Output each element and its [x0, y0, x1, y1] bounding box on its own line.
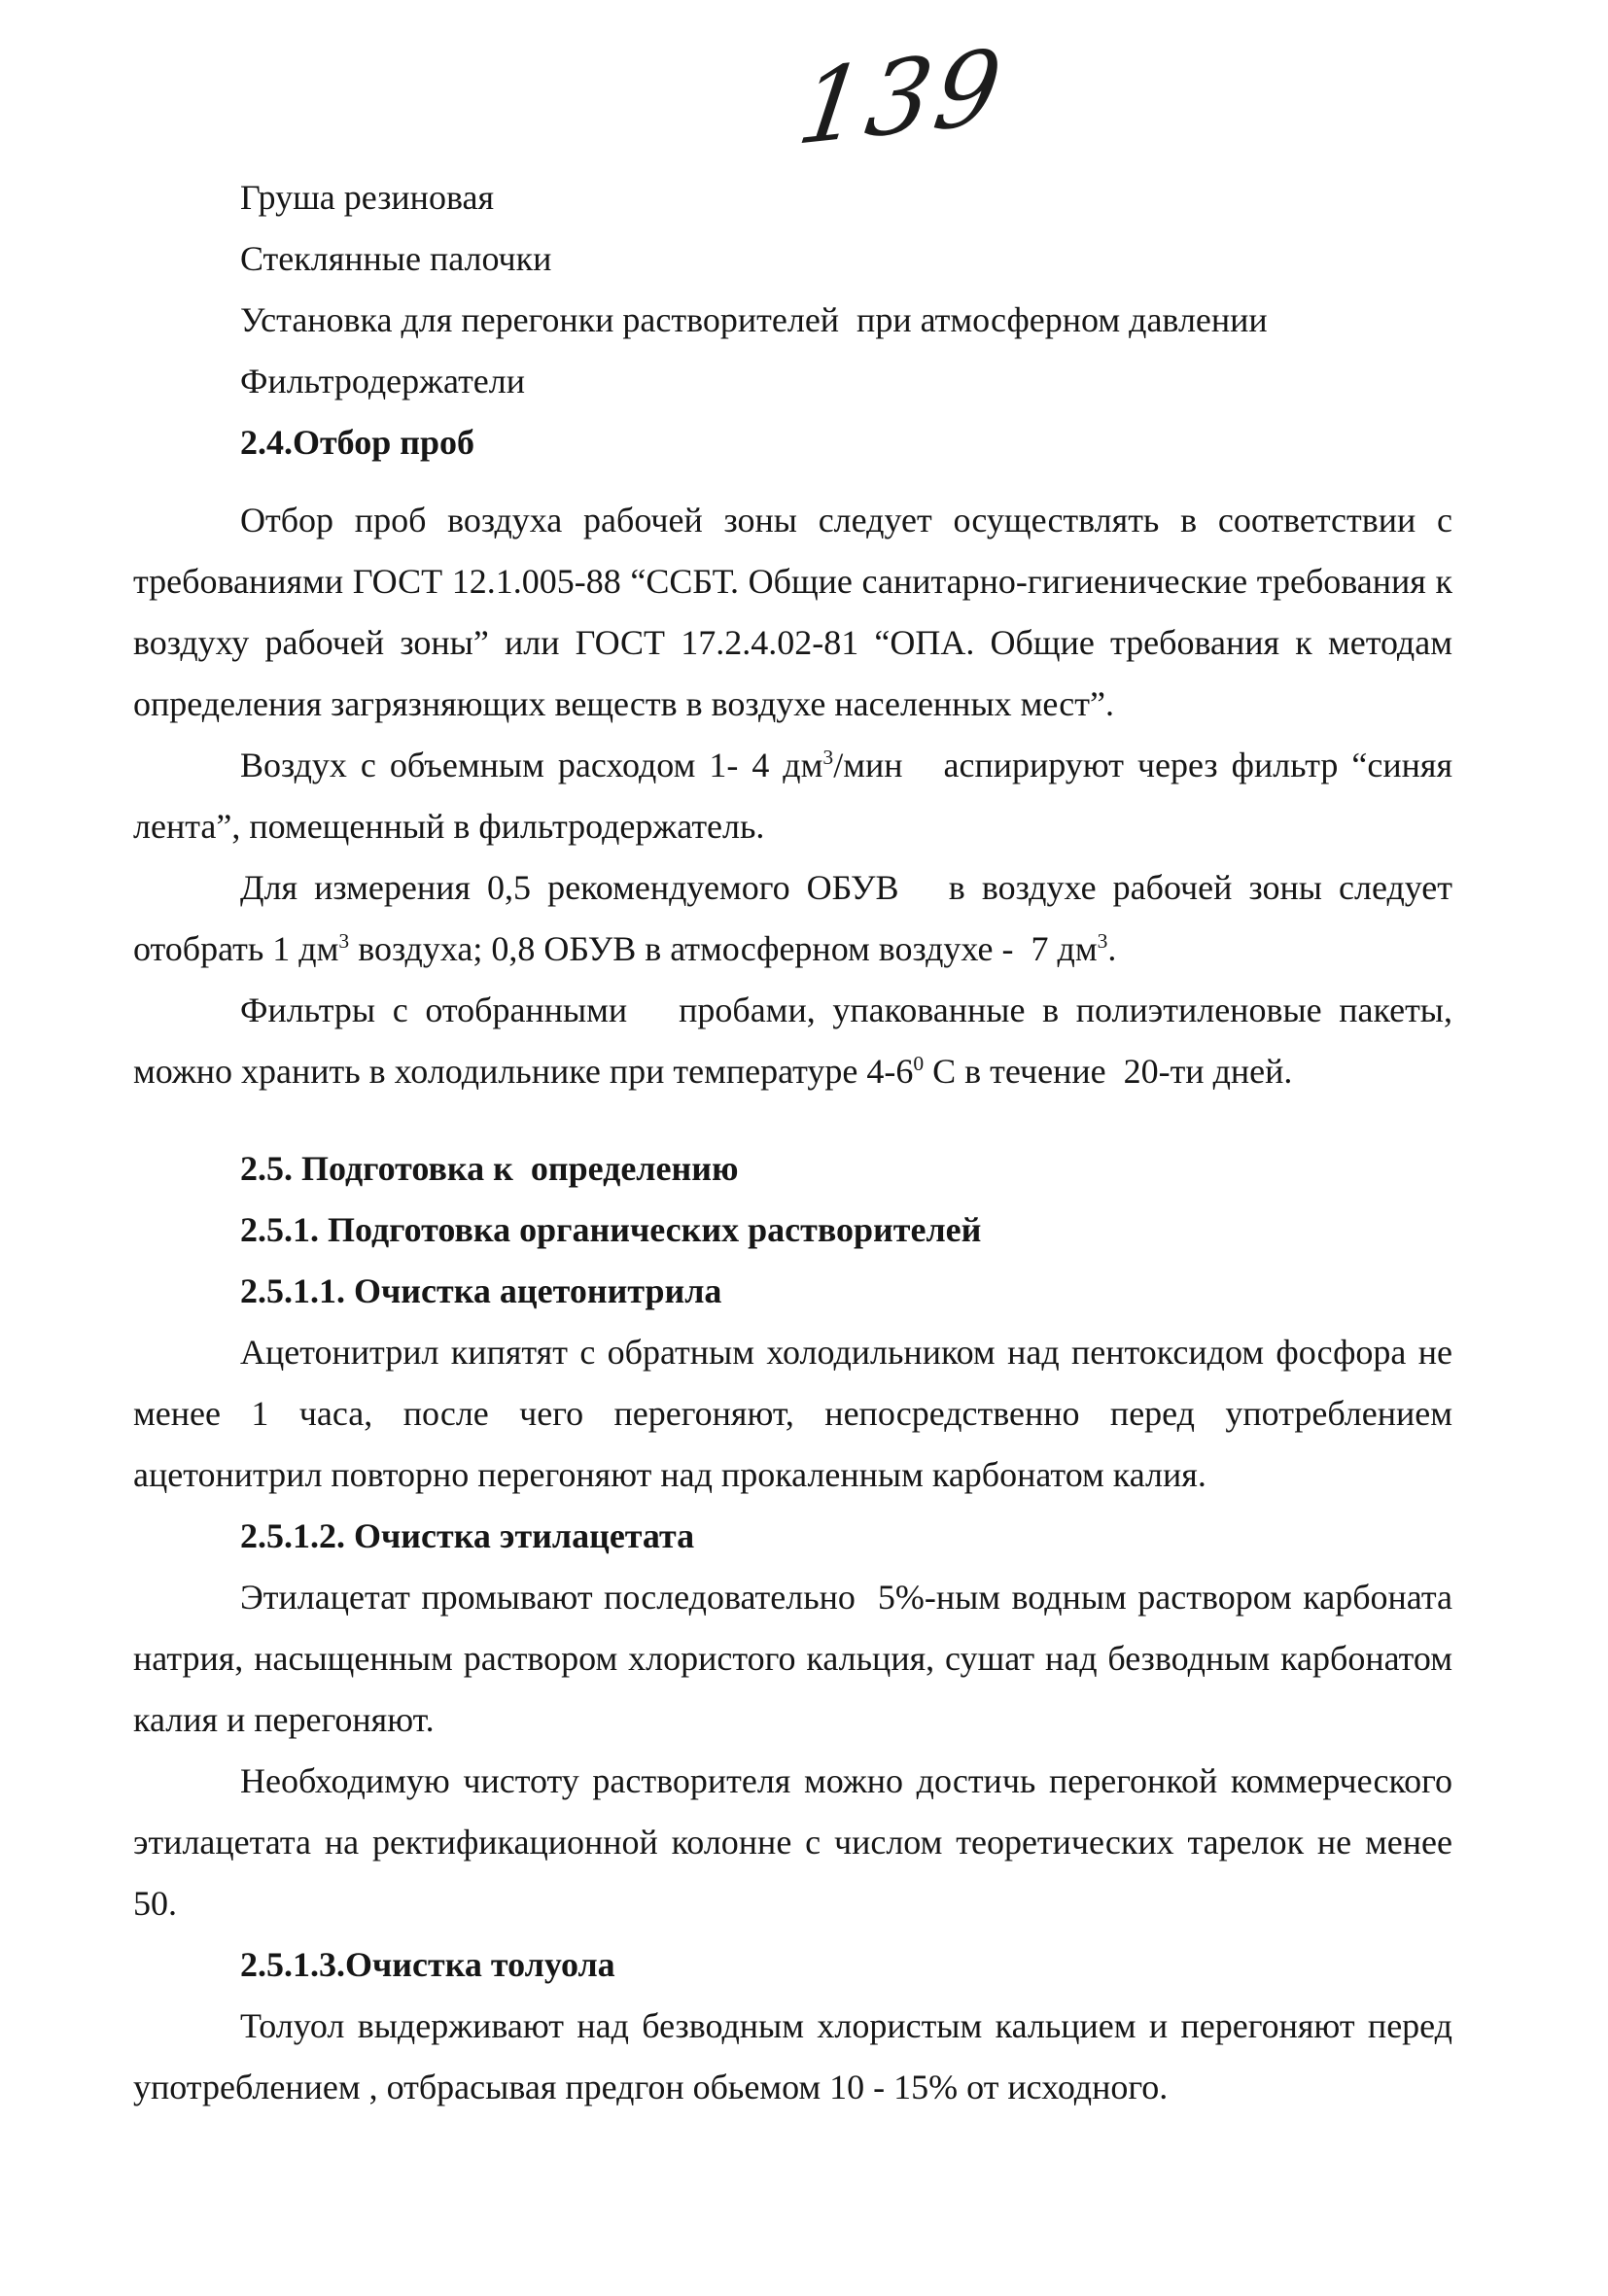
paragraph-ethyl-acetate-purity: Необходимую чистоту растворителя можно достичь перегонкой коммерческого этилацетата на ректификационной колонне с числом теоретических тарелок не менее 50.: [133, 1761, 1461, 1923]
paragraph-air-flow-text-end: /мин аспирируют через фильтр “синяя лента”, помещенный в фильтродержатель.: [133, 746, 1461, 846]
paragraph-obuv-measurement: [133, 857, 1461, 980]
paragraph-ethyl-acetate-wash: Этилацетат промывают последовательно 5%-ным водным раствором карбоната натрия, насыщенным раствором хлористого кальция, сушат над безводным карбонатом калия и перегоняют.: [133, 1578, 1461, 1739]
paragraph-toluene-procedure: Толуол выдерживают над безводным хлористым кальцием и перегоняют перед употреблением , отбрасывая предгон обьемом 10 - 15% от исходного.: [133, 2006, 1461, 2106]
heading-ethyl-acetate-purification-2-5-1-2: 2.5.1.2. Очистка этилацетата: [240, 1516, 695, 1555]
paragraph-obuv-text-end: .: [1107, 929, 1117, 968]
heading-preparation-2-5: 2.5. Подготовка к определению: [240, 1149, 739, 1188]
equipment-item-distillation-unit: Установка для перегонки растворителей при атмосферном давлении: [240, 300, 1268, 339]
paragraph-obuv-text-start: Для измерения 0,5 рекомендуемого ОБУВ в воздухе рабочей зоны следует отобрать 1 дм: [133, 868, 1461, 968]
paragraph-filter-storage-text-start: Фильтры с отобранными пробами, упакованные в полиэтиленовые пакеты, можно хранить в холодильнике при температуре 4-6: [133, 991, 1461, 1091]
equipment-item-filter-holders: Фильтродержатели: [240, 362, 526, 400]
superscript-degrees: 0: [913, 1052, 925, 1075]
paragraph-obuv-text-middle: воздуха; 0,8 ОБУВ в атмосферном воздухе - 7 дм: [349, 929, 1098, 968]
handwritten-page-number: 139: [790, 25, 1012, 169]
equipment-item-rubber-bulb: Груша резиновая: [240, 178, 494, 217]
paragraph-air-flow-rate: [133, 735, 1461, 857]
paragraph-acetonitrile-procedure: Ацетонитрил кипятят с обратным холодильником над пентоксидом фосфора не менее 1 часа, после чего перегоняют, непосредственно перед употреблением ацетонитрил повторно перегоняют над прокаленным карбонатом калия.: [133, 1333, 1461, 1494]
equipment-item-glass-rods: Стеклянные палочки: [240, 239, 552, 278]
paragraph-filter-storage-text-end: С в течение 20-ти дней.: [924, 1052, 1293, 1091]
heading-organic-solvents-2-5-1: 2.5.1. Подготовка органических растворителей: [240, 1210, 982, 1249]
paragraph-filter-storage: [133, 980, 1461, 1102]
heading-acetonitrile-purification-2-5-1-1: 2.5.1.1. Очистка ацетонитрила: [240, 1271, 722, 1310]
paragraph-air-flow-text-start: Воздух с объемным расходом 1- 4 дм: [240, 746, 823, 784]
superscript-cubic-dm: 3: [1097, 929, 1108, 953]
paragraph-sampling-gost: Отбор проб воздуха рабочей зоны следует осуществлять в соответствии с требованиями ГОСТ 12.1.005-88 “ССБТ. Общие санитарно-гигиенические требования к воздуху рабочей зоны” или ГОСТ 17.2.4.02-81 “ОПА. Общие требования к методам определения загрязняющих веществ в воздухе населенных мест”.: [133, 501, 1461, 723]
superscript-cubic-dm: 3: [822, 746, 834, 769]
heading-toluene-purification-2-5-1-3: 2.5.1.3.Очистка толуола: [240, 1945, 615, 1984]
document-body: [133, 167, 1461, 2118]
heading-sampling-2-4: 2.4.Отбор проб: [240, 423, 474, 462]
superscript-cubic-dm: 3: [338, 929, 350, 953]
